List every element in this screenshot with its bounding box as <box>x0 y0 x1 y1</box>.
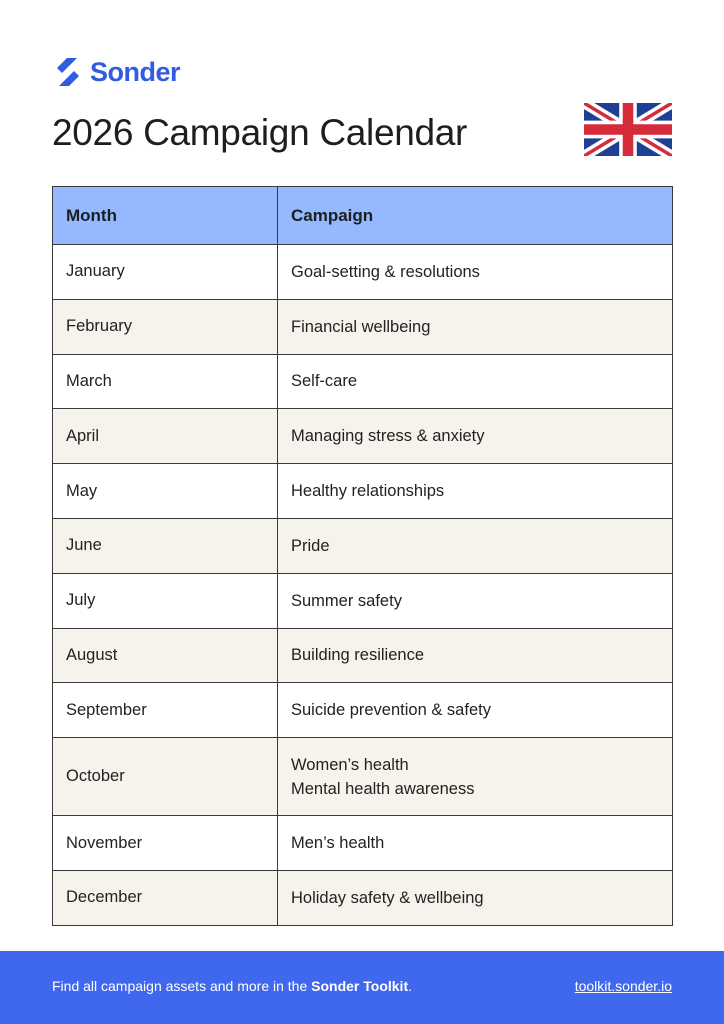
table-row <box>53 573 673 628</box>
table-row <box>53 409 673 464</box>
campaign-text: Summer safety <box>291 591 402 610</box>
table-row <box>53 816 673 871</box>
toolkit-link[interactable]: toolkit.sonder.io <box>574 978 672 994</box>
campaign-cell <box>278 628 673 683</box>
brand-name: Sonder <box>90 56 181 87</box>
footer-text <box>52 978 412 994</box>
month-cell: October <box>53 738 278 816</box>
month-cell: February <box>53 299 278 354</box>
campaign-text: Holiday safety & wellbeing <box>291 888 484 907</box>
campaign-text: Men’s health <box>291 834 385 853</box>
table-row <box>53 245 673 300</box>
campaign-text: Financial wellbeing <box>291 317 431 336</box>
month-cell: November <box>53 816 278 871</box>
campaign-text: Building resilience <box>291 646 424 665</box>
month-cell: December <box>53 870 278 925</box>
campaign-cell <box>278 409 673 464</box>
campaign-cell <box>278 870 673 925</box>
page-title: 2026 Campaign Calendar <box>52 112 468 153</box>
campaign-cell <box>278 816 673 871</box>
footer-banner <box>0 951 724 1024</box>
month-cell: July <box>53 573 278 628</box>
campaign-cell <box>278 299 673 354</box>
campaign-text: Mental health awareness <box>291 779 475 798</box>
footer-toolkit-name: Sonder Toolkit <box>311 978 409 994</box>
table-row <box>53 299 673 354</box>
month-cell: May <box>53 464 278 519</box>
campaign-text: Pride <box>291 536 330 555</box>
sonder-logo-icon <box>52 55 84 89</box>
month-cell: January <box>53 245 278 300</box>
table-row <box>53 354 673 409</box>
campaign-text: Self-care <box>291 372 358 391</box>
footer-text-suffix: . <box>408 978 412 994</box>
table-row <box>53 628 673 683</box>
table-row <box>53 738 673 816</box>
campaign-text: Goal-setting & resolutions <box>291 262 480 281</box>
campaign-table <box>52 186 673 926</box>
campaign-text: Suicide prevention & safety <box>291 701 491 720</box>
table-row <box>53 870 673 925</box>
campaign-cell <box>278 518 673 573</box>
footer-text-prefix: Find all campaign assets and more in the <box>52 978 312 994</box>
campaign-cell <box>278 464 673 519</box>
table-header-row <box>53 187 673 245</box>
month-cell: April <box>53 409 278 464</box>
campaign-text: Women’s health <box>291 755 409 774</box>
table-row <box>53 683 673 738</box>
campaign-cell <box>278 354 673 409</box>
sonder-logo <box>52 55 180 89</box>
month-cell: June <box>53 518 278 573</box>
campaign-cell <box>278 573 673 628</box>
campaign-cell <box>278 245 673 300</box>
table-row <box>53 518 673 573</box>
header-campaign: Campaign <box>278 187 673 245</box>
month-cell: August <box>53 628 278 683</box>
campaign-text: Healthy relationships <box>291 482 445 501</box>
uk-flag-icon <box>584 103 672 156</box>
month-cell: September <box>53 683 278 738</box>
campaign-text: Managing stress & anxiety <box>291 427 485 446</box>
header-month: Month <box>53 187 278 245</box>
campaign-cell <box>278 683 673 738</box>
month-cell: March <box>53 354 278 409</box>
table-row <box>53 464 673 519</box>
campaign-cell <box>278 738 673 816</box>
